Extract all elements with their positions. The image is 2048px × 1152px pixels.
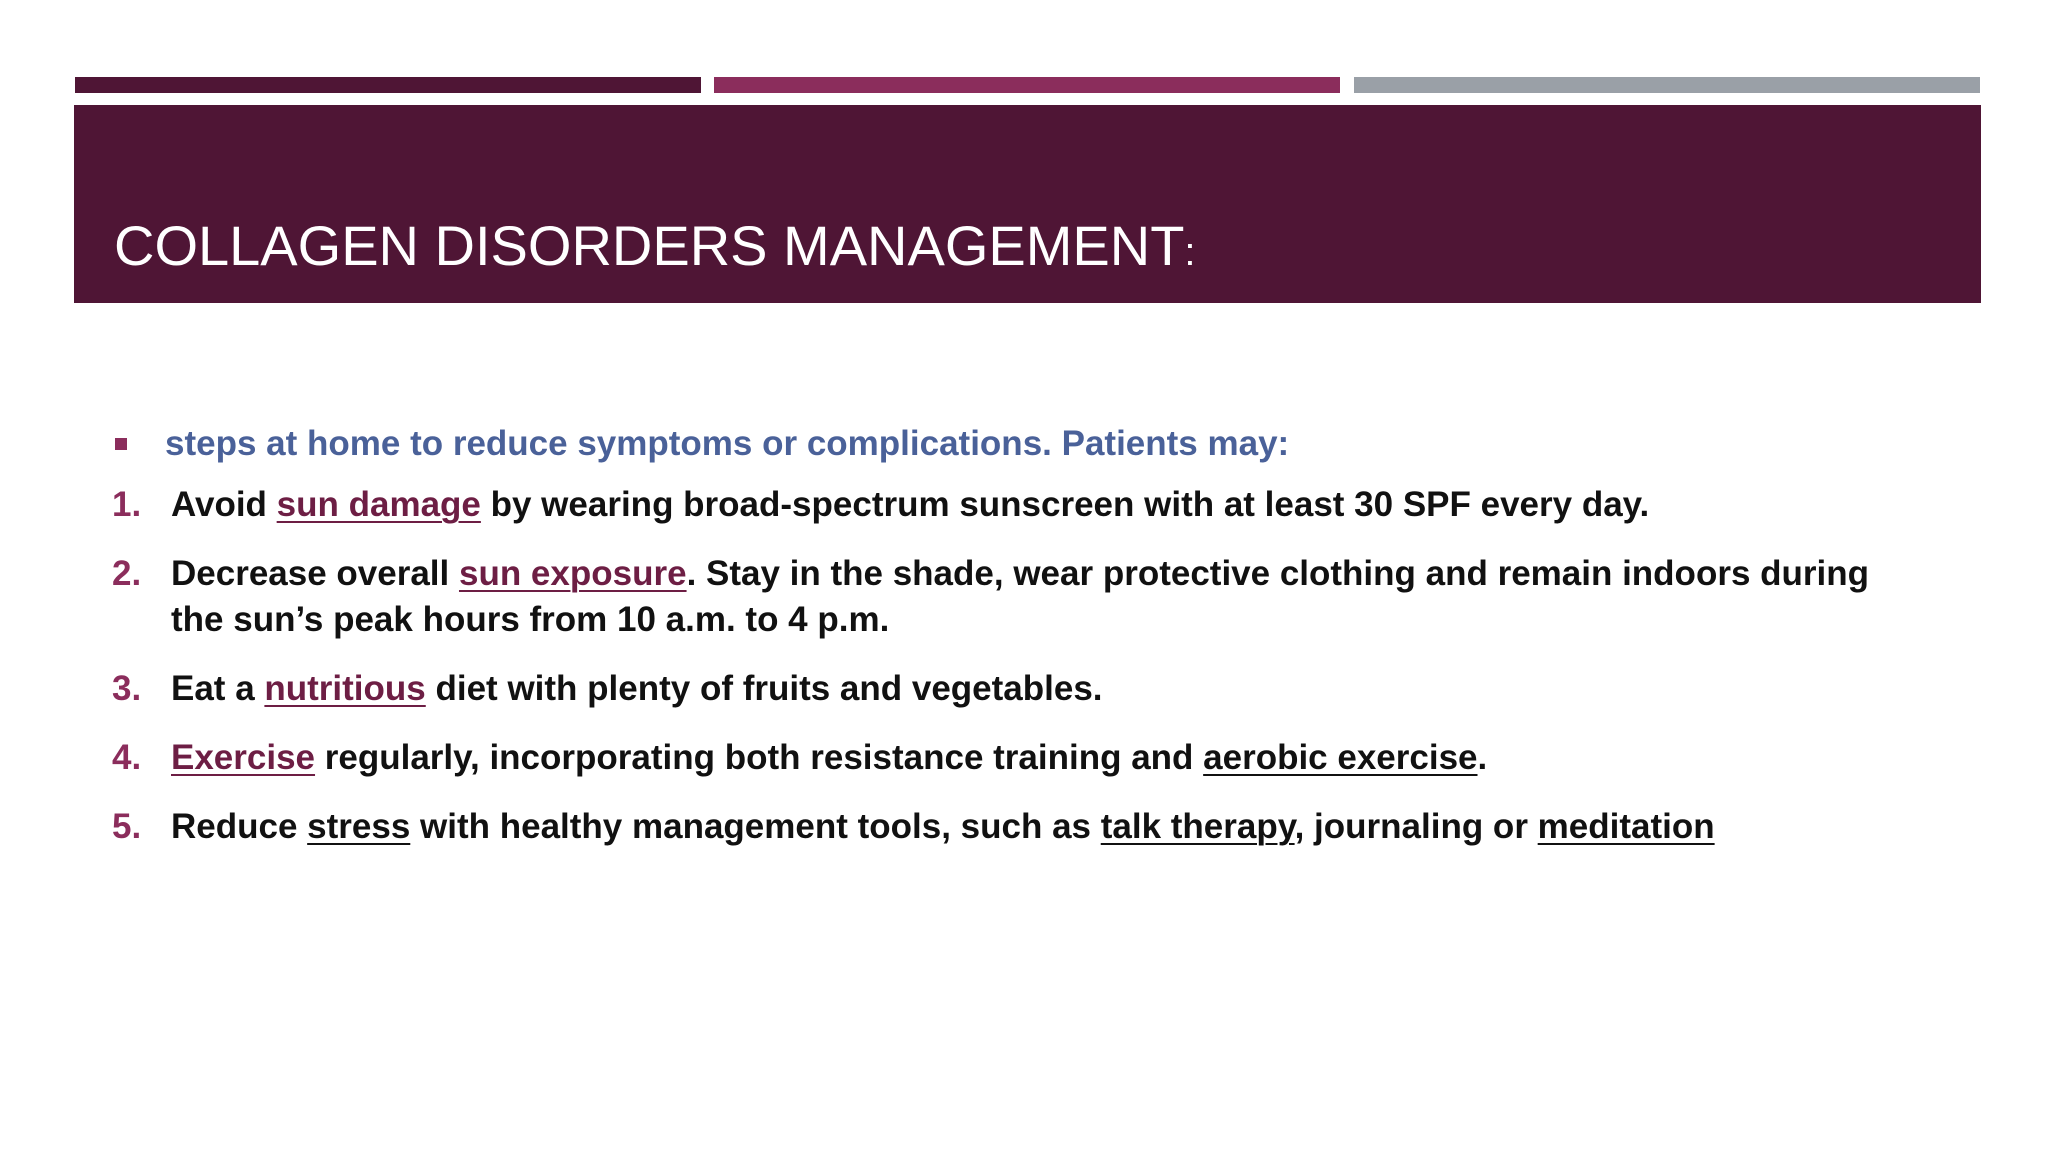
- step-number: 2.: [112, 554, 142, 593]
- slide-title-colon: :: [1184, 230, 1196, 274]
- step-number: 4.: [112, 738, 142, 777]
- step-number: 1.: [112, 485, 142, 524]
- link-nutritious[interactable]: nutritious: [264, 669, 426, 708]
- step-5: [112, 804, 1912, 850]
- step-text: regularly, incorporating both resistance training and: [315, 738, 1204, 777]
- square-bullet-icon: [115, 438, 127, 450]
- link-sun-damage[interactable]: sun damage: [276, 485, 481, 524]
- step-text: Reduce: [171, 807, 308, 846]
- slide-title-text: COLLAGEN DISORDERS MANAGEMENT: [114, 214, 1185, 277]
- slide-title: [114, 105, 1196, 303]
- step-text: Eat a: [171, 669, 265, 708]
- link-stress[interactable]: stress: [307, 807, 411, 846]
- step-text: .: [1477, 738, 1488, 777]
- step-number: 3.: [112, 669, 142, 708]
- link-exercise[interactable]: Exercise: [171, 738, 316, 777]
- step-2: [112, 551, 1912, 643]
- step-text: . Stay in the shade, wear protective clothing and remain indoors during the sun’s peak hours from 10 a.m. to 4 p.m.: [171, 554, 1869, 639]
- link-sun-exposure[interactable]: sun exposure: [458, 554, 687, 593]
- link-meditation[interactable]: meditation: [1537, 807, 1715, 846]
- step-3: [112, 666, 1912, 712]
- slide-content: [112, 420, 1912, 873]
- title-band: [74, 105, 1981, 303]
- accent-bar-gray: [1354, 77, 1980, 93]
- steps-list: [112, 482, 1912, 850]
- step-text: with healthy management tools, such as: [410, 807, 1101, 846]
- step-text: Decrease overall: [171, 554, 459, 593]
- link-talk-therapy[interactable]: talk therapy: [1100, 807, 1295, 846]
- step-4: [112, 735, 1912, 781]
- step-text: , journaling or: [1294, 807, 1538, 846]
- accent-bar-magenta: [714, 77, 1340, 93]
- step-text: by wearing broad-spectrum sunscreen with at least 30 SPF every day.: [480, 485, 1650, 524]
- step-text: Avoid: [171, 485, 277, 524]
- link-aerobic-exercise[interactable]: aerobic exercise: [1203, 738, 1478, 777]
- step-text: diet with plenty of fruits and vegetables.: [425, 669, 1103, 708]
- step-number: 5.: [112, 807, 142, 846]
- step-1: [112, 482, 1912, 528]
- accent-bar-dark: [75, 77, 701, 93]
- intro-bullet: [112, 420, 1912, 468]
- intro-text: steps at home to reduce symptoms or complications. Patients may:: [165, 424, 1290, 463]
